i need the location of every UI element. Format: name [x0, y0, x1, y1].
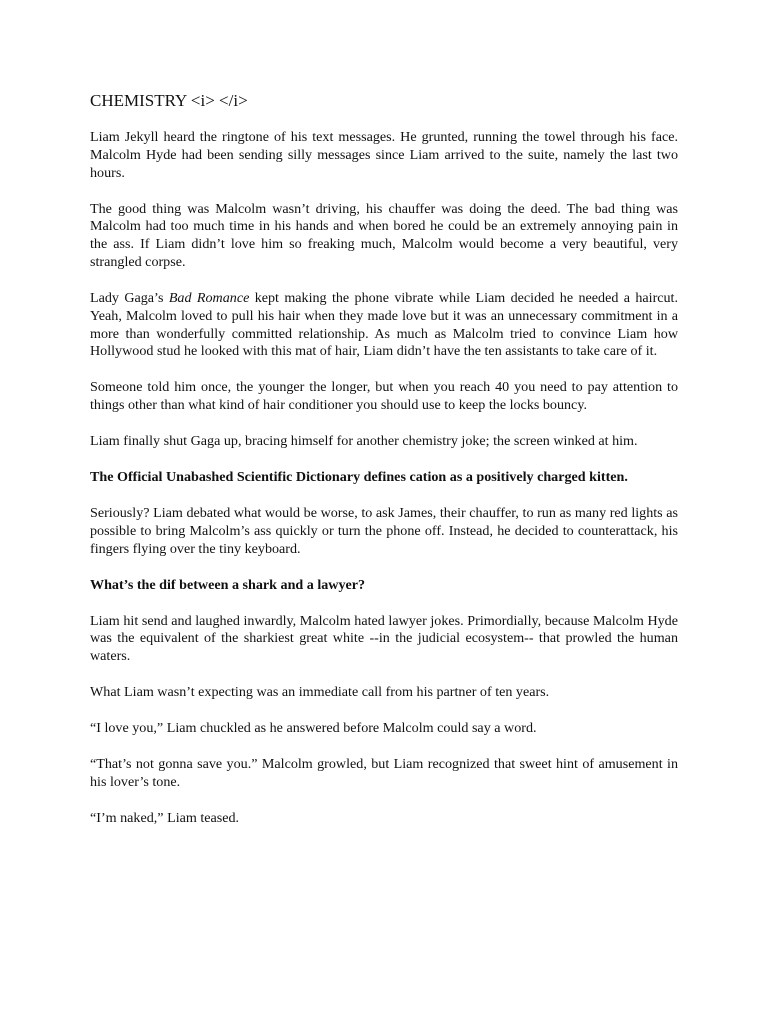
paragraph-4: Someone told him once, the younger the longer, but when you reach 40 you need to pay attention to things other than what kind of hair conditioner you should use to keep the locks bouncy.: [90, 379, 678, 414]
paragraph-5: Liam finally shut Gaga up, bracing himself for another chemistry joke; the screen winked at him.: [90, 433, 638, 450]
paragraph-11: “I love you,” Liam chuckled as he answered before Malcolm could say a word.: [90, 720, 537, 737]
paragraph-3-end: kept making the phone vibrate while Liam decided he needed a haircut. Yeah, Malcolm loved to pull his hair when they made love but it was an unnecessary commitment in a more than wonderfully committed relationship. As much as Malcolm tried to convince Liam how Hollywood stud he looked with this mat of hair, Liam didn’t have the ten assistants to take care of it.: [90, 289, 678, 360]
paragraph-2: The good thing was Malcolm wasn’t driving, his chauffer was doing the deed. The bad thing was Malcolm had too much time in his hands and when bored he could be an extremely annoying pain in the ass. If Liam didn’t love him so freaking much, Malcolm would become a very beautiful, very strangled corpse.: [90, 200, 678, 270]
document-page: [90, 90, 678, 846]
paragraph-3-start: Lady Gaga’s: [90, 289, 169, 306]
text-message-2: What’s the dif between a shark and a lawyer?: [90, 576, 366, 593]
paragraph-3: [90, 290, 678, 361]
paragraph-9: Liam hit send and laughed inwardly, Malcolm hated lawyer jokes. Primordially, because Malcolm Hyde was the equivalent of the sharkiest great white --in the judicial ecosystem-- that prowled the human waters.: [90, 612, 678, 665]
paragraph-7: Seriously? Liam debated what would be worse, to ask James, their chauffer, to run as many red lights as possible to bring Malcolm’s ass quickly or turn the phone off. Instead, he decided to counterattack, his fingers flying over the tiny keyboard.: [90, 505, 678, 557]
song-title: Bad Romance: [168, 289, 250, 306]
paragraph-12: “That’s not gonna save you.” Malcolm growled, but Liam recognized that sweet hint of amusement in his lover’s tone.: [90, 756, 678, 790]
paragraph-1: Liam Jekyll heard the ringtone of his text messages. He grunted, running the towel through his face. Malcolm Hyde had been sending silly messages since Liam arrived to the suite, namely the last two hours.: [90, 129, 678, 181]
text-message-1: The Official Unabashed Scientific Dictionary defines cation as a positively charged kitten.: [90, 469, 628, 486]
document-title: CHEMISTRY <i> </i>: [90, 91, 248, 110]
paragraph-10: What Liam wasn’t expecting was an immediate call from his partner of ten years.: [90, 684, 550, 701]
paragraph-13: “I’m naked,” Liam teased.: [90, 809, 240, 826]
